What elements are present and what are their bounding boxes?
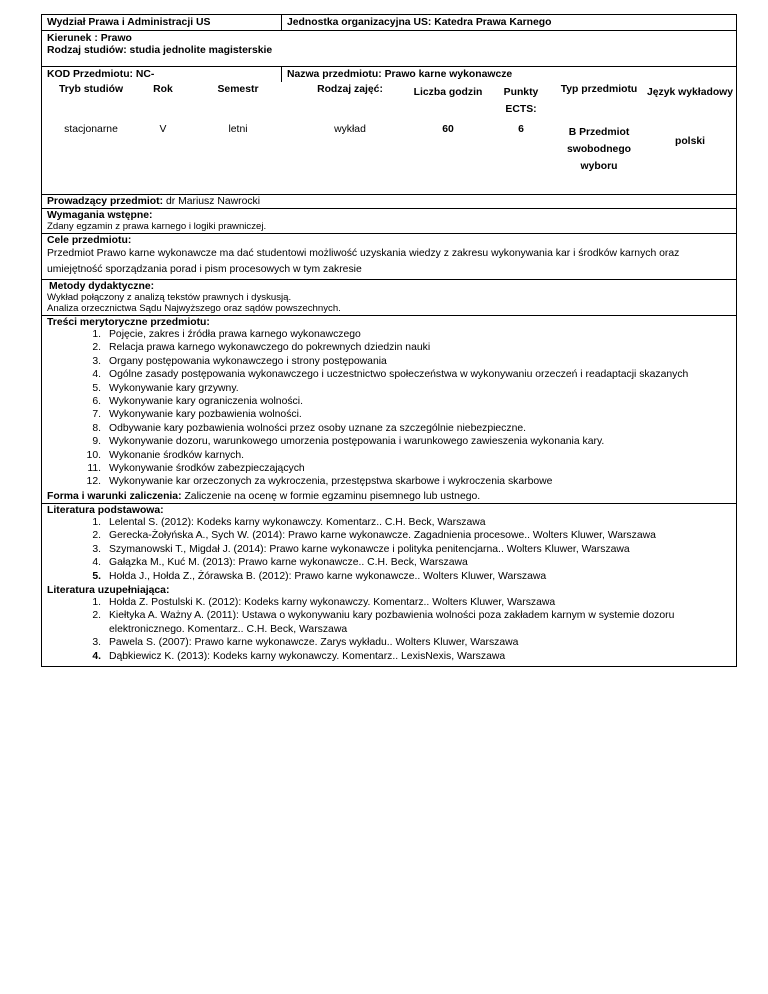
details-table <box>42 82 738 194</box>
list-item: 4. Gałązka M., Kuć M. (2013): Prawo karne wykonawcze.. C.H. Beck, Warszawa <box>92 557 468 569</box>
assessment-text: Zaliczenie na ocenę w formie egzaminu pisemnego lub ustnego. <box>184 490 481 502</box>
list-item: 3. Szymanowski T., Migdał J. (2014): Prawo karne wykonawcze i polityka penitencjarna.. Wolters Kluwer, Warszawa <box>92 543 630 555</box>
goals-row <box>42 234 736 280</box>
header-study-mode: Tryb studiów <box>58 84 124 95</box>
course-row <box>42 67 736 82</box>
list-item: 12. Wykonywanie kar orzeczonych za wykroczenia, przestępstwa skarbowe i wykroczenia skarbowe <box>86 476 553 488</box>
methods-line-2: Analiza orzecznictwa Sądu Najwyższego oraz sądów powszechnych. <box>47 303 341 314</box>
content-list <box>47 328 731 489</box>
goals-label: Cele przedmiotu: <box>47 235 132 246</box>
list-item: 6. Wykonywanie kary ograniczenia wolności. <box>92 396 303 408</box>
organizational-unit: Jednostka organizacyjna US: Katedra Prawa Karnego <box>287 17 552 28</box>
list-item: 4. Dąbkiewicz K. (2013): Kodeks karny wykonawczy. Komentarz.. LexisNexis, Warszawa <box>92 650 506 662</box>
faculty-name: Wydział Prawa i Administracji US <box>42 15 282 30</box>
list-item: 2. Gerecka-Żołyńska A., Sych W. (2014): Prawo karne wykonawcze. Zagadnienia procesowe.. Wolters Kluwer, Warszawa <box>92 530 656 542</box>
prerequisites-label: Wymagania wstępne: <box>47 210 153 221</box>
value-semester: letni <box>228 124 248 135</box>
lecturer-row <box>42 195 736 209</box>
course-name: Nazwa przedmiotu: Prawo karne wykonawcze <box>287 69 513 80</box>
value-year: V <box>159 124 167 135</box>
basic-literature-section <box>42 504 736 584</box>
goals-text: Przedmiot Prawo karne wykonawcze ma dać studentowi możliwość uzyskania wiedzy z zakresu wykonywania kar i środków karnych oraz umiejętność sporządzania porad i pism procesowych w tym zakresie <box>47 248 680 275</box>
list-item: 7. Wykonywanie kary pozbawienia wolności. <box>92 409 302 421</box>
value-ects: 6 <box>518 124 524 135</box>
course-details <box>42 82 736 195</box>
list-item: 1. Pojęcie, zakres i źródła prawa karnego wykonawczego <box>92 329 361 340</box>
list-item: 3. Organy postępowania wykonawczego i strony postępowania <box>92 355 387 367</box>
course-code: KOD Przedmiotu: NC- <box>42 67 282 82</box>
value-study-mode: stacjonarne <box>64 124 118 135</box>
list-item: 9. Wykonywanie dozoru, warunkowego umorzenia postępowania i warunkowego zawieszenia wykonania kary. <box>92 436 605 448</box>
supplementary-literature-section <box>42 584 736 666</box>
assessment-label: Forma i warunki zaliczenia: <box>47 490 182 502</box>
header-language: Język wykładowy <box>646 87 734 98</box>
value-class-type: wykład <box>334 124 366 135</box>
list-item: 10. Wykonanie środków karnych. <box>86 449 245 461</box>
prerequisites-row <box>42 209 736 234</box>
list-item: 3. Pawela S. (2007): Prawo karne wykonawcze. Zarys wykładu.. Wolters Kluwer, Warszawa <box>92 637 519 649</box>
list-item: 11. Wykonywanie środków zabezpieczających <box>87 463 305 475</box>
content-label: Treści merytoryczne przedmiotu: <box>47 317 210 328</box>
header-hours: Liczba godzin <box>413 87 483 98</box>
details-value-row <box>42 122 738 194</box>
direction: Kierunek : Prawo <box>47 33 132 44</box>
lecturer-label: Prowadzący przedmiot: <box>47 196 164 207</box>
supplementary-literature-label: Literatura uzupełniająca: <box>47 584 170 596</box>
header-class-type: Rodzaj zajęć: <box>317 84 383 95</box>
prerequisites-text: Zdany egzamin z prawa karnego i logiki prawniczej. <box>47 221 267 232</box>
supplementary-literature-list <box>47 596 731 663</box>
list-item: 5. Hołda J., Hołda Z., Żórawska B. (2012): Prawo karne wykonawcze.. Wolters Kluwer, Warszawa <box>92 570 547 582</box>
list-item: 4. Ogólne zasady postępowania wykonawczego i uczestnictwo społeczeństwa w wykonywaniu orzeczeń i readaptacji skazanych <box>92 369 689 381</box>
header-year: Rok <box>153 84 173 95</box>
list-item: 1. Hołda Z. Postulski K. (2012): Kodeks karny wykonawczy. Komentarz.. Wolters Kluwer, Warszawa <box>92 596 556 608</box>
lecturer-name: dr Mariusz Nawrocki <box>165 196 261 207</box>
program-row <box>42 31 736 67</box>
details-header-row <box>42 82 738 122</box>
syllabus-sheet <box>41 14 737 667</box>
value-hours: 60 <box>442 124 454 135</box>
study-type: Rodzaj studiów: studia jednolite magisterskie <box>47 45 273 56</box>
basic-literature-label: Literatura podstawowa: <box>47 504 164 516</box>
basic-literature-list <box>47 516 731 583</box>
methods-line-1: Wykład połączony z analizą tekstów prawnych i dyskusją. <box>47 292 292 303</box>
list-item: 5. Wykonywanie kary grzywny. <box>92 382 239 394</box>
list-item: 2. Kiełtyka A. Ważny A. (2011): Ustawa o wykonywaniu kary pozbawienia wolności poza zakładem karnym w systemie dozoru elektronicznego. Komentarz.. C.H. Beck, Warszawa <box>92 610 675 635</box>
list-item: 8. Odbywanie kary pozbawienia wolności przez osoby uznane za szczególnie niebezpieczne. <box>92 422 527 434</box>
content-section <box>42 316 736 490</box>
header-ects: Punkty ECTS: <box>503 87 539 115</box>
assessment-row <box>42 490 736 504</box>
list-item: 1. Lelental S. (2012): Kodeks karny wykonawczy. Komentarz.. C.H. Beck, Warszawa <box>92 516 486 528</box>
value-course-type: B Przedmiot swobodnego wyboru <box>566 127 632 172</box>
methods-row <box>42 280 736 316</box>
header-row <box>42 15 736 31</box>
value-language: polski <box>674 136 706 147</box>
methods-label: Metody dydaktyczne: <box>49 281 155 292</box>
header-course-type: Typ przedmiotu <box>560 84 638 95</box>
list-item: 2. Relacja prawa karnego wykonawczego do pokrewnych dziedzin nauki <box>92 342 431 354</box>
header-semester: Semestr <box>217 84 259 95</box>
